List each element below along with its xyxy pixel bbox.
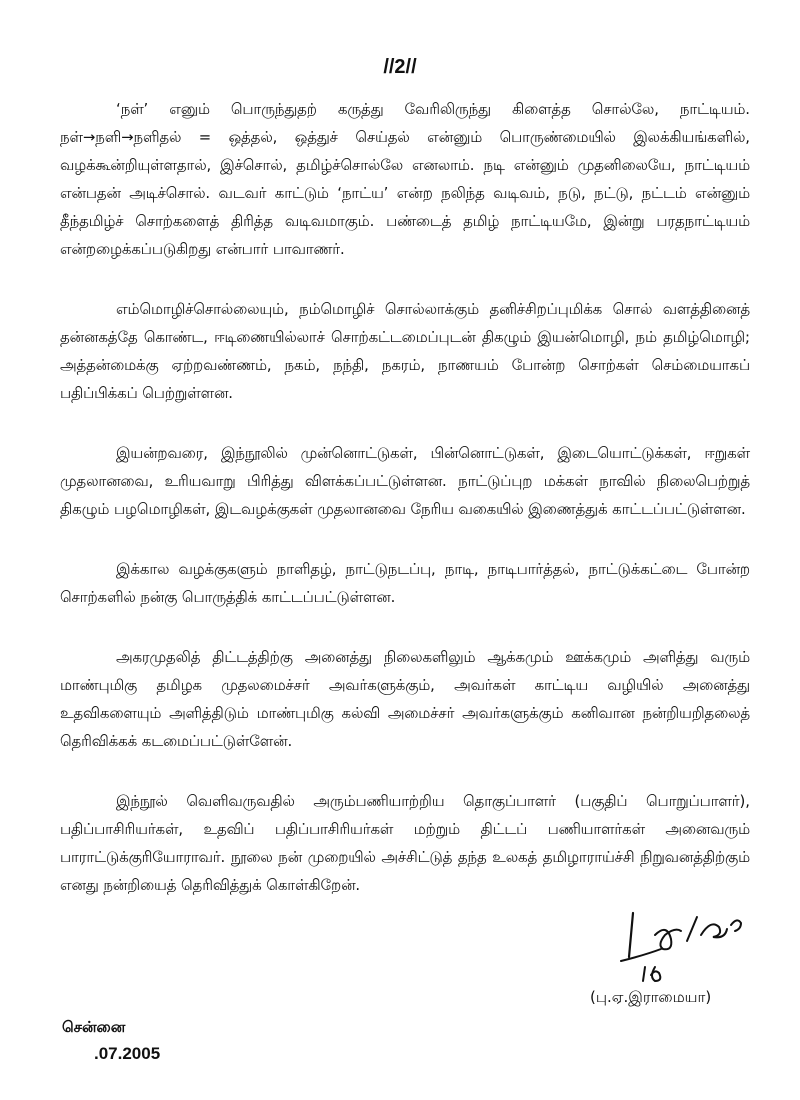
paragraph-acknowledgement-ministers: அகரமுதலித் திட்டத்திற்கு அனைத்து நிலைகளிலும் ஆக்கமும் ஊக்கமும் அளித்து வரும் மாண்புமிகு தமிழக முதலமைச்சர் அவர்களுக்கும், அவர்கள் காட்டிய வழியில் அனைத்து உதவிகளையும் அளித்திடும் மாண்புமிகு கல்வி அமைச்சர் அவர்களுக்கும் கனிவான நன்றியறிதலைத் தெரிவிக்கக் கடமைப்பட்டுள்ளேன்.	[60, 649, 750, 750]
signature-date: 16/8/2005	[615, 984, 621, 985]
document-date: .07.2005	[94, 1044, 161, 1063]
page-number: //2//	[383, 56, 417, 78]
paragraph-vocabulary: எம்மொழிச்சொல்லையும், நம்மொழிச் சொல்லாக்கும் தனிச்சிறப்புமிக்க சொல் வளத்தினைத் தன்னகத்தே கொண்ட, ஈடிணையில்லாச் சொற்கட்டமைப்புடன் திகழும் இயன்மொழி, நம் தமிழ்மொழி; அத்தன்மைக்கு ஏற்றவண்ணம், நகம், நந்தி, நகரம், நாணயம் போன்ற சொற்கள் செம்மையாகப் பதிப்பிக்கப் பெற்றுள்ளன.	[60, 301, 750, 402]
paragraph-acknowledgement-staff: இந்நூல் வெளிவருவதில் அரும்பணியாற்றிய தொகுப்பாளர் (பகுதிப் பொறுப்பாளர்), பதிப்பாசிரியர்கள், உதவிப் பதிப்பாசிரியர்கள் மற்றும் திட்டப் பணியாளர்கள் அனைவரும் பாராட்டுக்குரியோராவர். நூலை நன் முறையில் அச்சிட்டுத் தந்த உலகத் தமிழாராய்ச்சி நிறுவனத்திற்கும் எனது நன்றியைத் தெரிவித்துக் கொள்கிறேன்.	[60, 793, 750, 894]
signature-scribble-icon	[615, 905, 775, 985]
place-name: சென்னை	[62, 1018, 126, 1036]
paragraph-affixes: இயன்றவரை, இந்நூலில் முன்னொட்டுகள், பின்னொட்டுகள், இடையொட்டுக்கள், ஈறுகள் முதலானவை, உரியவாறு பிரித்து விளக்கப்பட்டுள்ளன. நாட்டுப்புற மக்கள் நாவில் நிலைபெற்றுத் திகழும் பழமொழிகள், இடவழக்குகள் முதலானவை நேரிய வகையில் இணைத்துக் காட்டப்பட்டுள்ளன.	[60, 445, 750, 518]
paragraph-modern-usage: இக்கால வழக்குகளும் நாளிதழ், நாட்டுநடப்பு, நாடி, நாடிபார்த்தல், நாட்டுக்கட்டை போன்ற சொற்களில் நன்கு பொருத்திக் காட்டப்பட்டுள்ளன.	[60, 561, 750, 606]
handwritten-signature	[615, 905, 775, 985]
signatory-name: (பு.ஏ.இராமையா)	[590, 988, 712, 1006]
document-body	[60, 96, 750, 932]
paragraph-etymology: ‘நள்’ எனும் பொருந்துதற் கருத்து வேரிலிருந்து கிளைத்த சொல்லே, நாட்டியம். நள்→நளி→நளிதல் = ஒத்தல், ஒத்துச் செய்தல் என்னும் பொருண்மையில் இலக்கியங்களில், வழக்கூன்றியுள்ளதால், இச்சொல், தமிழ்ச்சொல்லே எனலாம். நடி என்னும் முதனிலையே, நாட்டியம் என்பதன் அடிச்சொல். வடவர் காட்டும் ‘நாட்ய’ என்ற நலிந்த வடிவம், நடு, நட்டு, நட்டம் என்னும் தீந்தமிழ்ச் சொற்களைத் திரித்த வடிவமாகும். பண்டைத் தமிழ் நாட்டியமே, இன்று பரதநாட்டியம் என்றழைக்கப்படுகிறது என்பார் பாவாணர்.	[60, 101, 750, 258]
